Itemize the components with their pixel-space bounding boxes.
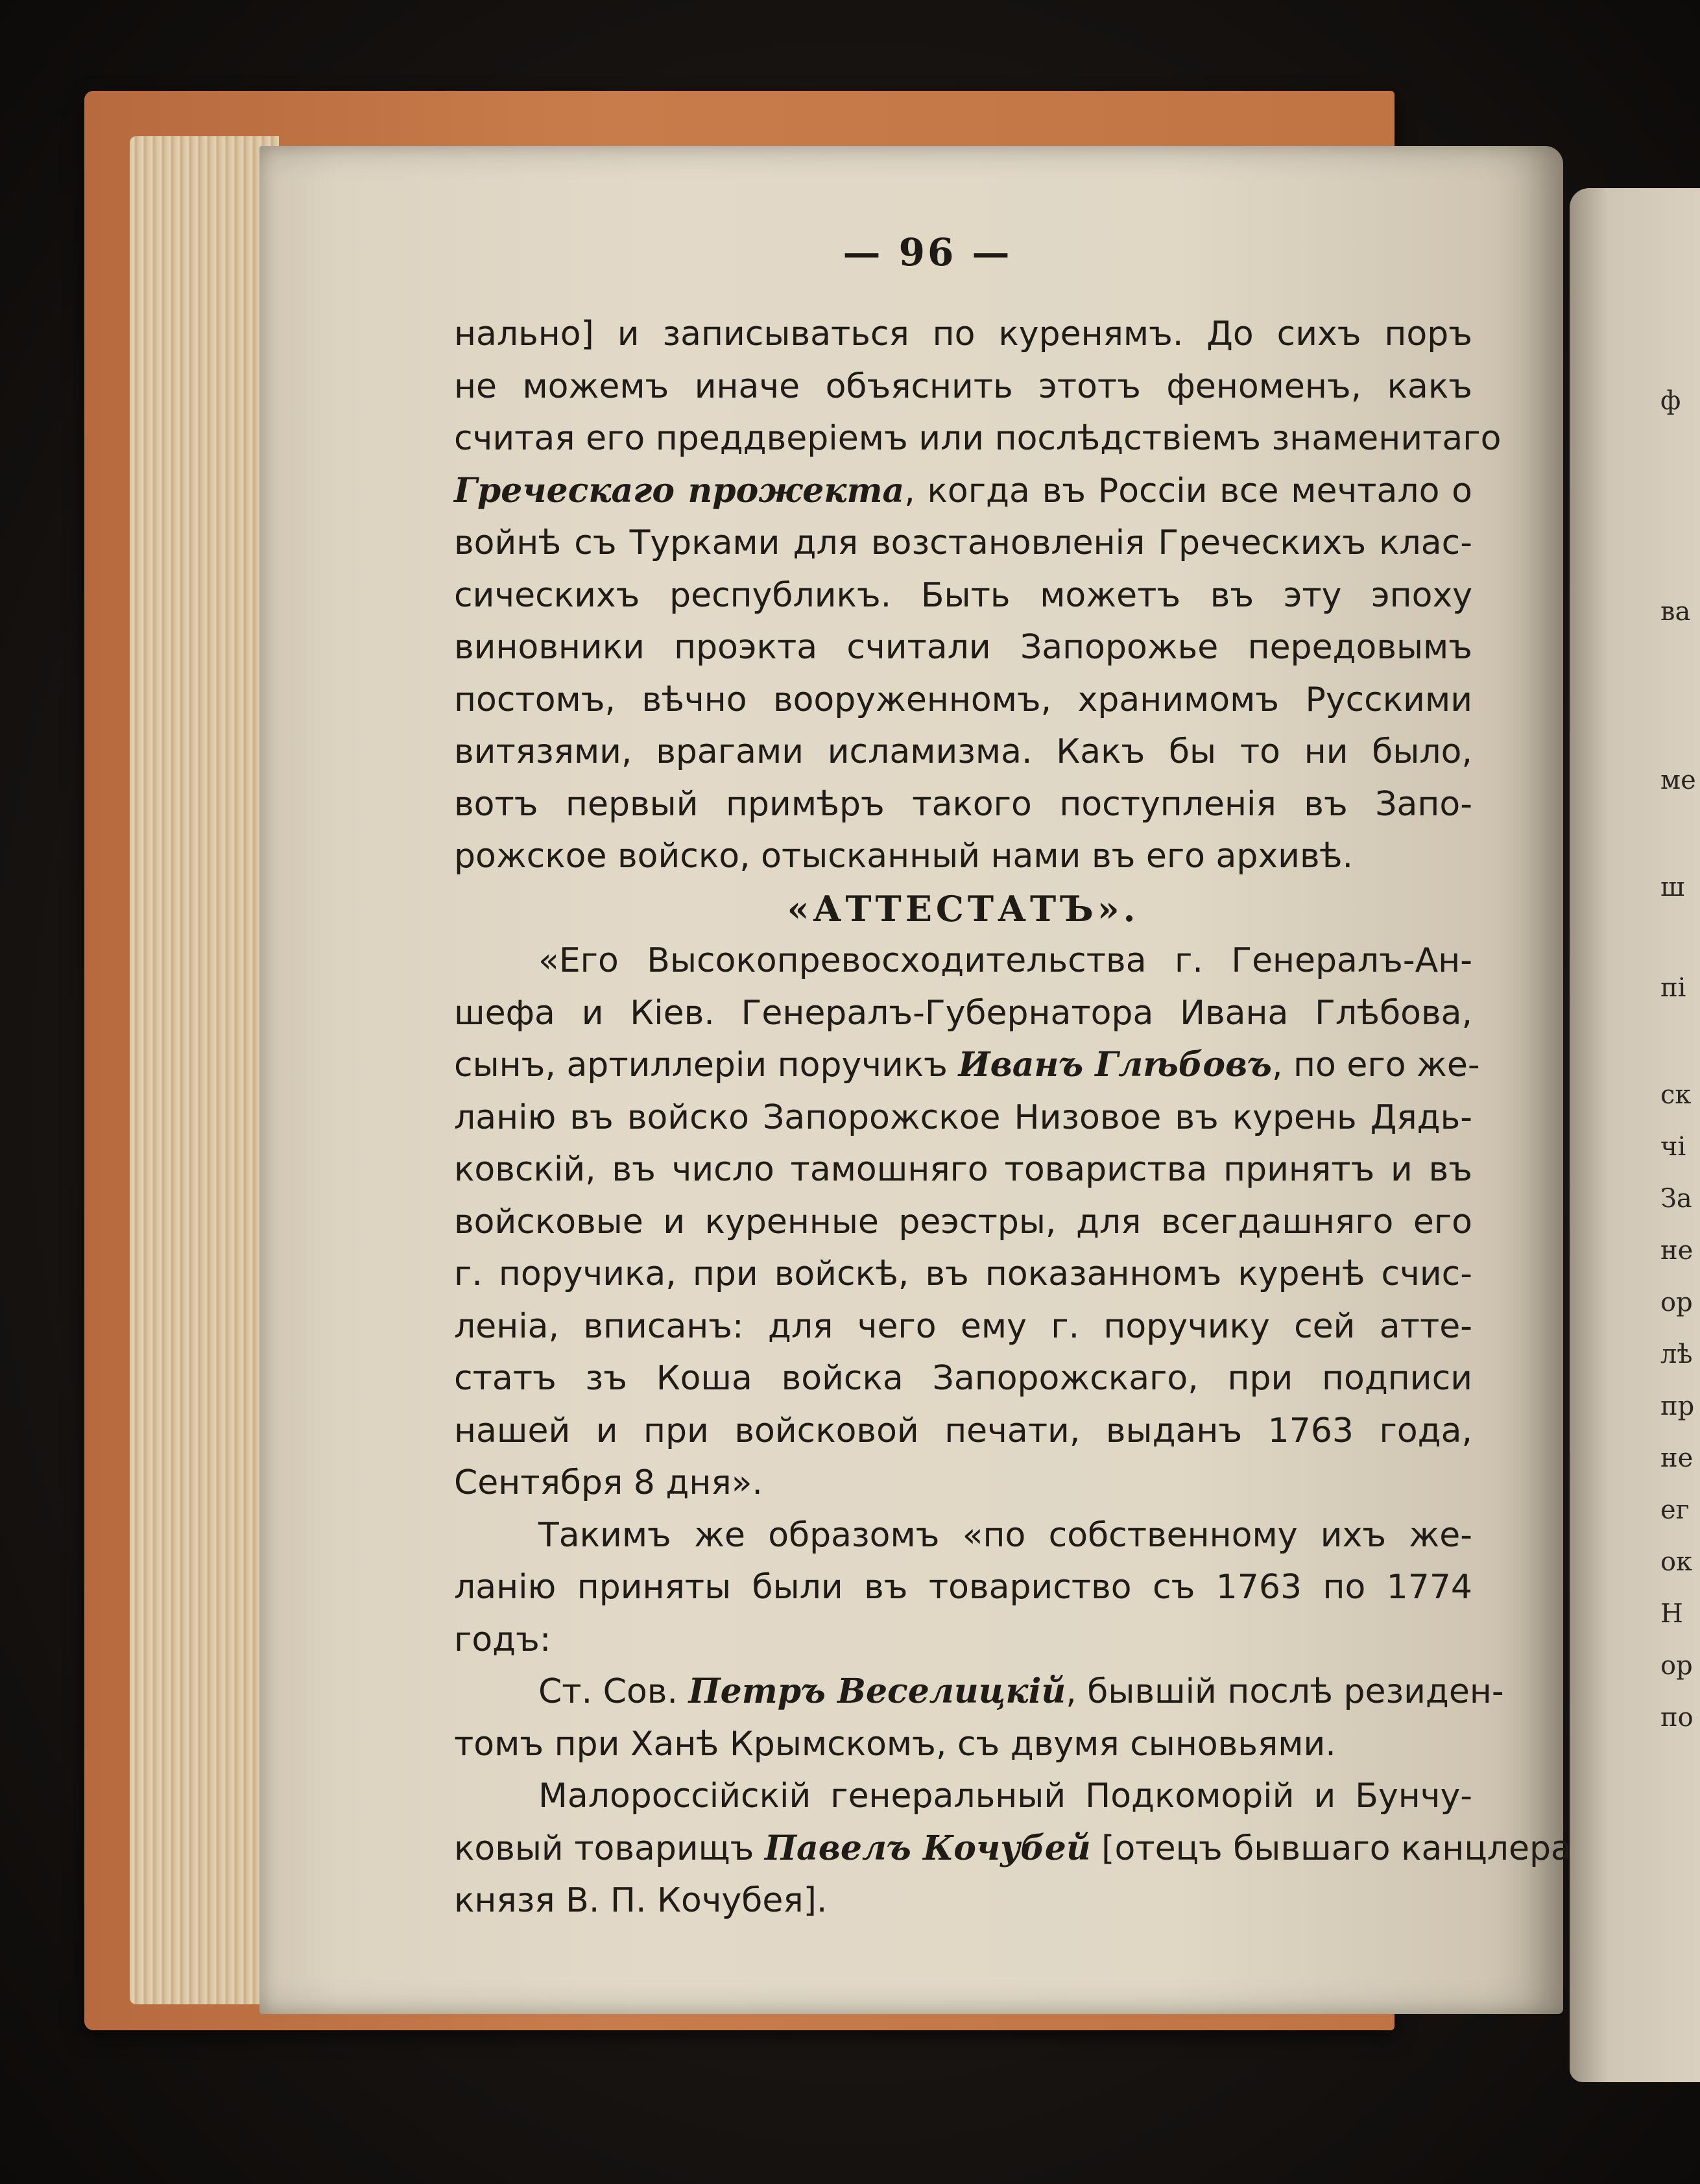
text-segment: Малороссійскій генеральный Подкоморій и Бунчу- xyxy=(538,1777,1472,1816)
text-segment: [отецъ бывшаго канцлера xyxy=(1090,1829,1572,1868)
text-segment: , по его же- xyxy=(1271,1046,1480,1085)
text-segment: томъ при Ханѣ Крымскомъ, съ двумя сыновьями. xyxy=(454,1724,1336,1764)
text-line xyxy=(454,1301,1472,1353)
text-line xyxy=(454,517,1472,570)
text-segment: нашей и при войсковой печати, выданъ 1763 года, xyxy=(454,1411,1472,1450)
text-line xyxy=(454,465,1472,518)
text-segment: статъ зъ Коша войска Запорожскаго, при подписи xyxy=(454,1359,1472,1398)
text-line xyxy=(454,1823,1572,1875)
adjacent-page-fragment: ва xyxy=(1660,597,1691,627)
adjacent-page-fragment: ок xyxy=(1660,1547,1693,1577)
text-segment: «Его Высокопревосходительства г. Генералъ-Ан- xyxy=(538,941,1472,980)
emphasized-name: Иванъ Глѣбовъ xyxy=(958,1045,1272,1085)
adjacent-page-fragment: За xyxy=(1660,1184,1692,1214)
text-segment: шефа и Кіев. Генералъ-Губернатора Ивана Глѣбова, xyxy=(454,993,1472,1033)
text-line xyxy=(454,621,1472,674)
adjacent-page-fragment: не xyxy=(1660,1443,1694,1473)
text-segment: , когда въ Россіи все мечтало о xyxy=(904,471,1472,510)
text-segment: «АТТЕСТАТЪ». xyxy=(787,887,1140,930)
text-line xyxy=(454,1144,1472,1196)
text-line xyxy=(454,413,1502,465)
text-segment: постомъ, вѣчно вооруженномъ, хранимомъ Русскими xyxy=(454,680,1472,719)
text-segment: сическихъ республикъ. Быть можетъ въ эту эпоху xyxy=(454,575,1472,615)
text-segment: ланію въ войско Запорожское Низовое въ курень Дядь- xyxy=(454,1098,1472,1137)
text-line xyxy=(454,1875,1472,1927)
text-line xyxy=(454,1352,1472,1405)
text-segment: войсковые и куренные реэстры, для всегдашняго его xyxy=(454,1202,1472,1242)
text-segment: виновники проэкта считали Запорожье передовымъ xyxy=(454,628,1472,667)
text-line xyxy=(454,1770,1472,1823)
text-line xyxy=(454,1039,1480,1092)
adjacent-page-fragment: ме xyxy=(1660,765,1696,795)
text-line xyxy=(454,987,1472,1040)
text-line xyxy=(454,1405,1472,1458)
adjacent-page-fragment: по xyxy=(1660,1703,1694,1733)
text-line xyxy=(454,726,1472,778)
text-segment: ланію приняты были въ товариство съ 1763 по 1774 xyxy=(454,1568,1472,1607)
text-segment: сынъ, артиллеріи поручикъ xyxy=(454,1046,959,1085)
section-heading xyxy=(454,883,1472,935)
text-line xyxy=(454,1248,1472,1301)
text-segment: Ст. Сов. xyxy=(538,1672,689,1711)
page-number: — 96 — xyxy=(843,230,1012,274)
text-segment: леніа, вписанъ: для чего ему г. поручику сей атте- xyxy=(454,1306,1472,1346)
text-line xyxy=(454,570,1472,622)
text-segment: , бывшій послѣ резиден- xyxy=(1066,1672,1504,1711)
text-segment: витязями, врагами исламизма. Какъ бы то ни было, xyxy=(454,732,1472,771)
adjacent-page-fragment: ор xyxy=(1660,1651,1693,1681)
adjacent-page-fragment: ш xyxy=(1660,872,1685,902)
text-line xyxy=(454,1509,1472,1562)
text-line xyxy=(454,935,1472,987)
text-segment: ковый товарищъ xyxy=(454,1829,765,1868)
adjacent-page-fragment: ор xyxy=(1660,1288,1693,1317)
text-line xyxy=(454,1561,1472,1614)
adjacent-page-fragment: ф xyxy=(1660,386,1681,416)
page-edges xyxy=(130,136,279,2004)
text-segment: годъ: xyxy=(454,1620,551,1659)
text-line xyxy=(454,830,1472,883)
text-segment: войнѣ съ Турками для возстановленія Греческихъ клас- xyxy=(454,523,1472,562)
adjacent-page-fragment: ск xyxy=(1660,1080,1692,1110)
text-segment: не можемъ иначе объяснить этотъ феноменъ, какъ xyxy=(454,366,1472,406)
adjacent-page-fragment: пі xyxy=(1660,973,1686,1003)
emphasized-name: Греческаго прожекта xyxy=(454,470,905,510)
text-segment: считая его преддверіемъ или послѣдствіемъ знаменитаго xyxy=(454,419,1502,458)
adjacent-page-fragment: ег xyxy=(1660,1495,1690,1525)
text-segment: князя В. П. Кочубея]. xyxy=(454,1881,828,1920)
adjacent-page-fragment: чі xyxy=(1660,1132,1686,1162)
emphasized-name: Павелъ Кочубей xyxy=(764,1828,1091,1868)
text-line xyxy=(454,1718,1472,1771)
emphasized-name: Петръ Веселицкій xyxy=(688,1672,1066,1711)
text-line xyxy=(454,1666,1504,1718)
text-segment: Сентября 8 дня». xyxy=(454,1463,763,1502)
text-segment: Такимъ же образомъ «по собственному ихъ же- xyxy=(538,1515,1472,1555)
text-segment: г. поручика, при войскѣ, въ показанномъ куренѣ счис- xyxy=(454,1254,1472,1293)
text-segment: ковскій, въ число тамошняго товариства принятъ и въ xyxy=(454,1150,1472,1189)
text-line xyxy=(454,308,1472,361)
text-line xyxy=(454,674,1472,726)
text-segment: рожское войско, отысканный нами въ его архивѣ. xyxy=(454,837,1354,876)
text-segment: нально] и записываться по куренямъ. До сихъ поръ xyxy=(454,315,1472,354)
adjacent-page-fragment: пр xyxy=(1660,1391,1695,1421)
text-line xyxy=(454,1614,1472,1666)
page-text xyxy=(454,308,1572,1927)
adjacent-page-fragment: не xyxy=(1660,1236,1694,1266)
text-line xyxy=(454,361,1472,413)
adjacent-page-fragment: лѣ xyxy=(1660,1339,1693,1369)
adjacent-page-fragment: Н xyxy=(1660,1599,1683,1629)
text-line xyxy=(454,1457,1472,1509)
text-segment: вотъ первый примѣръ такого поступленія въ Запо- xyxy=(454,784,1472,824)
text-line xyxy=(454,778,1472,831)
text-line xyxy=(454,1196,1472,1249)
text-line xyxy=(454,1092,1472,1144)
